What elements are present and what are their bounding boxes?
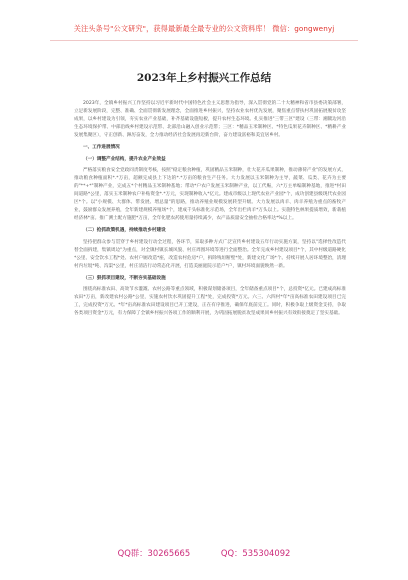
intro-paragraph: 2023年，全镇乡村振兴工作坚持以习近平新时代中国特色社会主义思想为指导，深入贯彻党的二十大精神和省市县委决策部署，立足新发展阶段，完整、准确、全面贯彻新发展理念，全面推进乡村振兴，坚持农业农村优先发展，聚焦重点帮扶村巩固拓展脱贫攻坚成果，以乡村建设为引领，夯实农业产业基础，补齐基础设施短板，提升农村生态环境。扎实推进"三带三区"建设（三带：湘赣边河沿生态环境保护带、中部沿线乡村建设示范带、北部沿山融入创业示范带；三区：*精品玉米制种区、*特色瓜果花卉制种区、*精耕产业发展集聚区），守正创新、踔厉奋发，全力推动经济社会发展再迈新台阶，奋力建设富裕和美宜居乡村。 xyxy=(74,101,346,138)
document-title: 2023年上乡村振兴工作总结 xyxy=(136,72,272,84)
banner-divider xyxy=(50,40,358,41)
promo-banner: 关注头条号"公文研究"，获得最新最全最专业的公文资料库！ 微信：gongwenyj xyxy=(73,24,335,33)
contact-footer xyxy=(0,547,408,559)
document-body xyxy=(74,100,346,322)
subsection-heading: （一）调整产业结构，提升农业产业效益 xyxy=(83,156,166,162)
qq-group-number: QQ群：30265665 xyxy=(117,548,191,558)
body-paragraph: 严格落实粮食安全党政同责制度考核，按照"稳定粮食种植，巩固精品玉米制种，壮大花卉瓜果制种，推动薄荷产业"的发展方式，推动粮食种植面积*.*万亩，超额完成县上下达的*.*万亩的粮食生产任务。大力发展以玉米制种为主导，蔬菜、瓜类、花卉为主要的"**+*"制种产业，完成五*个村精品玉米制种基地；带动*户农户发展玉米制种产业，以工代赈，六*万主单编制种基地，推进*村田间道路*公里，落实玉米制种农户补贴资金*.*万元，实现制种收入*亿元。建成市级以上现代农业产业园*个，成功创建县级现代农业园区*个。以"小规模、大群体、带发展、增总量"的思路，推动养殖业规模发展转型升级。大力发展以肉羊、肉羊养殖为重点的畜牧产业，鼓励群众发展养殖，全年新建规模养殖场*个，建成千头标准化示范场，全年出栏肉羊*万头以上。实施特色林果提质增效，新栽植经济林*亩。推广测土配方施肥*万亩，全年化肥农药使用量持续减少，农产品质量安全抽检合格率达*%以上。 xyxy=(74,168,346,221)
body-paragraph: 坚持把群众参与贯穿于乡村建设行动全过程，各环节，采取多种方式广泛宣传乡村建设五年行动实施方案，坚持以"选择性改造代替全面拆建，集镇周边"为重点，对全镇村镇长城风貌、村庄周围环境等进行全面整治。全年完成乡村建设项目*个，其中村级道路硬化*公里、安全饮水工程*处、农村户厕改造*座，改造农村危房*户，拆除残垣断壁*处，新建文化广场*个。持续开展人居环境整治，清理村内垃圾*吨、沟渠*公里，村庄清洁行动常态化开展，打造美丽庭院示范户*户，镇村环境面貌焕然一新。 xyxy=(74,239,346,269)
qq-number: QQ：535304092 xyxy=(220,548,291,558)
subsection-heading: （三）狠抓项目建设，不断夯实基础设施 xyxy=(83,275,166,281)
body-paragraph: 围绕高标准农田、高效节水灌溉、农村公路等重点领域，积极谋划储备项目，全年储备重点项目*个，总投资*亿元。已建成高标准农田*万亩，新改建农村公路*公里，实施农村饮水巩固提升工程*处，完成投资*万元。六三、六四村*年*亩高标准农田建设项目已完工，完成投资*万元。*年*亩高标准农田建设项目已开工建设，正在有序推进，确保年底前完工。同时，积极争取上级资金支持，争取各类项目资金*万元，有力保障了全镇乡村振兴各项工作的顺利开展，为巩固拓展脱贫攻坚成果同乡村振兴有效衔接奠定了坚实基础。 xyxy=(74,287,346,317)
subsection-heading: （二）抢抓政策机遇，持续推动乡村建设 xyxy=(83,227,166,233)
section-heading: 一、工作进展情况 xyxy=(83,144,120,150)
